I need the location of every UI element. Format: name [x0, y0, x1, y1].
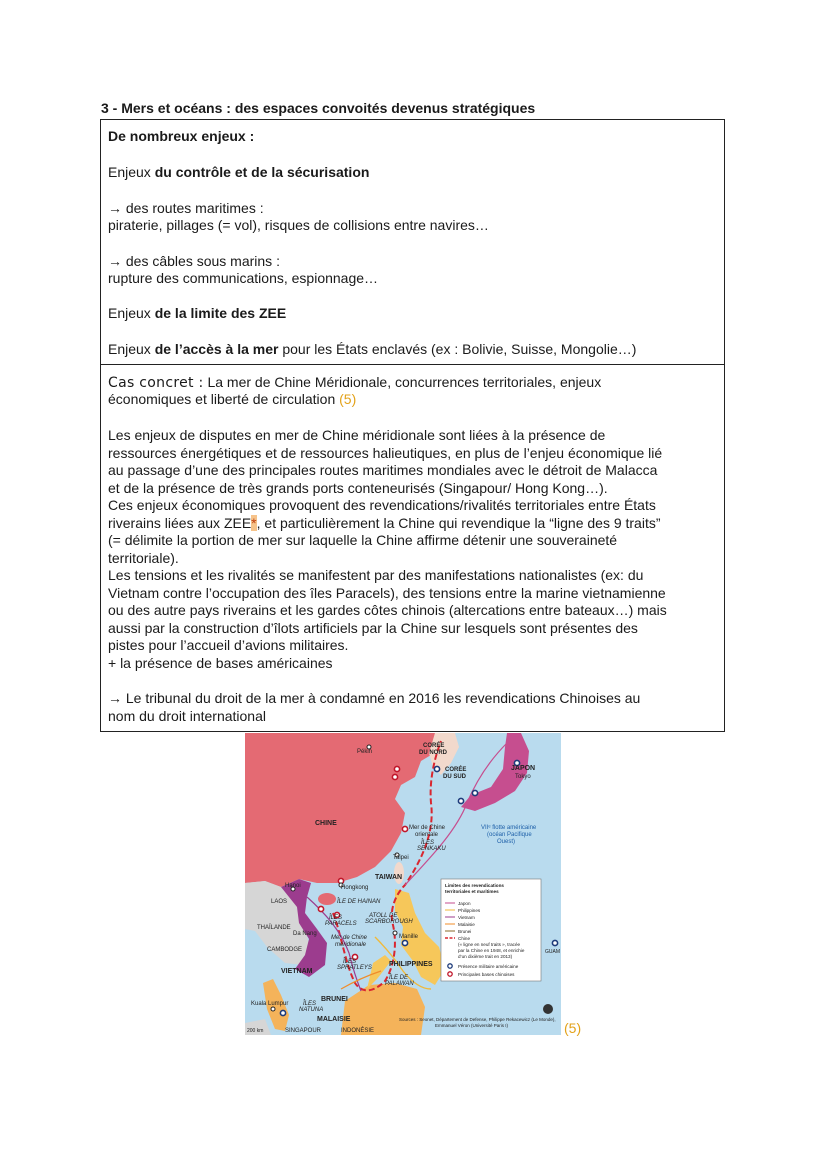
city-dot-kuala — [271, 1007, 275, 1011]
label-palawan-2: PALAWAN — [385, 981, 414, 987]
legend-us: Présence militaire américaine — [458, 964, 519, 969]
label-atoll-2: SCARBOROUGH — [365, 919, 413, 925]
legend-item: Brunei — [458, 929, 472, 934]
zee-footnote-mark: * — [251, 514, 257, 531]
label-danang: Da Nang — [293, 931, 317, 937]
label-guam: GUAM — [545, 949, 560, 955]
us-base-marker — [552, 940, 557, 945]
label-laos: LAOS — [271, 899, 288, 905]
label-flotte-3: Ouest) — [497, 839, 516, 845]
label-chine: CHINE — [315, 820, 337, 827]
map-reference: (5) — [564, 1020, 582, 1036]
map-logo-icon — [543, 1004, 553, 1014]
label-natuna: ÎLES — [303, 1001, 317, 1007]
paragraph-line: territoriale). — [108, 549, 179, 566]
legend-cn: Principales bases chinoises — [458, 972, 515, 977]
label-kuala: Kuala Lumpur — [251, 1001, 289, 1007]
enjeux-controle: Enjeux du contrôle et de la sécurisation — [108, 164, 370, 180]
city-dot-manille — [393, 931, 397, 935]
paragraph-line: Les enjeux de disputes en mer de Chine méridionale sont liées à la présence de — [108, 427, 606, 443]
label-coree-sud: CORÉE — [445, 767, 467, 773]
us-base-marker — [458, 798, 463, 803]
label-senkaku: ÎLES — [421, 840, 435, 846]
label-senkaku-2: SENKAKU — [417, 846, 446, 852]
routes-detail: piraterie, pillages (= vol), risques de collisions entre navires… — [108, 217, 489, 233]
us-base-marker — [472, 790, 477, 795]
cables-heading: → des câbles sous marins : — [108, 253, 280, 269]
paragraph-line: Ces enjeux économiques provoquent des revendications/rivalités territoriales entre États — [108, 497, 656, 513]
legend-title-2: territoriales et maritimes — [445, 889, 499, 894]
label-brunei: BRUNEI — [321, 996, 348, 1003]
enjeux-heading: De nombreux enjeux : — [108, 128, 255, 144]
label-hainan: ÎLE DE HAINAN — [337, 899, 381, 905]
legend-item: Japon — [458, 901, 471, 906]
legend-cn-marker — [448, 972, 452, 976]
hainan-land — [318, 893, 336, 905]
paragraph-line: pistes pour l’accueil d’avions militaires. — [108, 637, 349, 653]
label-taipei: Taipei — [393, 855, 409, 861]
enjeux-acces: Enjeux de l’accès à la mer pour les États enclavés (ex : Bolivie, Suisse, Mongolie…) — [108, 341, 637, 357]
label-coree-sud-2: DU SUD — [443, 774, 467, 780]
label-singapour: SINGAPOUR — [285, 1028, 322, 1034]
legend-item: Philippines — [458, 908, 481, 913]
label-hongkong: Hongkong — [341, 885, 369, 891]
label-vietnam: VIETNAM — [281, 968, 313, 975]
paragraph-line: Les tensions et les rivalités se manifestent par des manifestations nationalistes (ex: du — [108, 567, 644, 583]
label-mer-meridionale: Mer de Chine — [331, 935, 368, 941]
chinese-base-marker — [318, 906, 323, 911]
paragraph-line: et de la présence de très grands ports conteneurisés (Singapour/ Hong Kong…). — [108, 479, 608, 496]
label-coree-nord: CORÉE — [423, 743, 445, 749]
cas-concret-box — [100, 364, 725, 732]
reference-5: (5) — [339, 391, 357, 407]
paragraph-line: ou des autre pays riverains et les gardes côtes chinois (altercations entre bateaux…) mais — [108, 602, 667, 618]
chinese-base-marker — [394, 766, 399, 771]
chinese-base-marker — [402, 826, 407, 831]
label-mer-meridionale-2: méridionale — [335, 942, 367, 948]
us-base-marker — [280, 1010, 285, 1015]
tribunal-line: → Le tribunal du droit de la mer à condamné en 2016 les revendications Chinoises au — [108, 690, 641, 706]
map-sources: Sources : Seonet, Département de Defense, Philippe Rekacewicz (Le Monde), — [399, 1017, 556, 1022]
label-flotte-2: (océan Pacifique — [487, 832, 532, 838]
paragraph-line: au passage d’une des principales routes maritimes mondiales avec le détroit de Malacca — [108, 462, 658, 478]
label-philippines: PHILIPPINES — [389, 961, 433, 968]
label-palawan: ÎLE DE — [389, 975, 409, 981]
legend-item: Vietnam — [458, 915, 475, 920]
paragraph-line: Vietnam contre l’occupation des îles Paracels), des tensions entre la marine vietnamienne — [108, 584, 666, 601]
section-title: 3 - Mers et océans : des espaces convoités devenus stratégiques — [101, 100, 536, 116]
paragraph-line: ressources énergétiques et de ressources halieutiques, en plus de l’enjeu économique lié — [108, 444, 663, 461]
chinese-base-marker — [392, 774, 397, 779]
label-thailande: THAÏLANDE — [257, 925, 291, 931]
routes-heading: → des routes maritimes : — [108, 200, 264, 216]
enjeux-zee: Enjeux de la limite des ZEE — [108, 305, 287, 321]
legend-us-marker — [448, 964, 452, 968]
label-spratleys: ÎLES — [343, 959, 357, 965]
map-sources-2: Emmanuel Véron (Université Paris I) — [435, 1023, 509, 1028]
label-mer-orientale-2: orientale — [415, 832, 439, 838]
us-base-marker — [434, 766, 439, 771]
paragraph-line: + la présence de bases américaines — [108, 654, 333, 671]
cas-concret-title-2: économiques et liberté de circulation (5) — [108, 391, 357, 407]
label-indonesie: INDONÉSIE — [341, 1028, 375, 1034]
enjeux-box — [100, 119, 725, 365]
label-mer-orientale: Mer de Chine — [409, 825, 446, 831]
legend-item: Malaisie — [458, 922, 475, 927]
label-atoll: ATOLL DE — [369, 913, 398, 919]
label-taiwan: TAIWAN — [375, 874, 403, 881]
label-coree-nord-2: DU NORD — [419, 750, 447, 756]
label-paracels: ÎLES — [329, 915, 343, 921]
label-manille: Manille — [399, 934, 419, 940]
label-paracels-2: PARACELS — [325, 921, 357, 927]
paragraph-line: (= délimite la portion de mer sur laquelle la Chine affirme détenir une souveraineté — [108, 532, 618, 548]
paragraph-line: riverains liées aux ZEE*, et particulièrement la Chine qui revendique la “ligne des 9 traits” — [108, 514, 661, 531]
label-japon: JAPON — [511, 765, 536, 772]
legend-chine-note-3: d’un dixième trait en 2013) — [458, 954, 513, 959]
label-cambodge: CAMBODGE — [267, 947, 303, 953]
label-malaisie: MALAISIE — [317, 1016, 351, 1023]
legend-chine-note: (« ligne en neuf traits », tracée — [458, 942, 521, 947]
cables-detail: rupture des communications, espionnage… — [108, 270, 379, 286]
us-base-marker — [402, 940, 407, 945]
cas-concret-title: Cas concret : La mer de Chine Méridionale, concurrences territoriales, enjeux — [108, 374, 602, 391]
tribunal-line: nom du droit international — [108, 707, 266, 724]
label-hanoi: Hanoi — [285, 883, 301, 889]
label-flotte: VIIᵉ flotte américaine — [481, 825, 537, 831]
paragraph-line: aussi par la construction d’îlots artificiels par la Chine sur lesquels sont présentes des — [108, 619, 638, 636]
label-pekin: Pékin — [357, 749, 373, 755]
legend-chine-note-2: par la Chine en 1948, et enrichie — [458, 948, 525, 953]
legend-item: Chine — [458, 936, 471, 941]
scale-label: 200 km — [247, 1028, 264, 1034]
south-china-sea-map — [245, 733, 561, 1035]
legend-title: Limites des revendications — [445, 883, 504, 888]
label-natuna-2: NATUNA — [299, 1007, 324, 1013]
label-spratleys-2: SPRATLEYS — [337, 965, 372, 971]
map-legend — [441, 879, 541, 981]
label-tokyo: Tokyo — [515, 774, 531, 780]
